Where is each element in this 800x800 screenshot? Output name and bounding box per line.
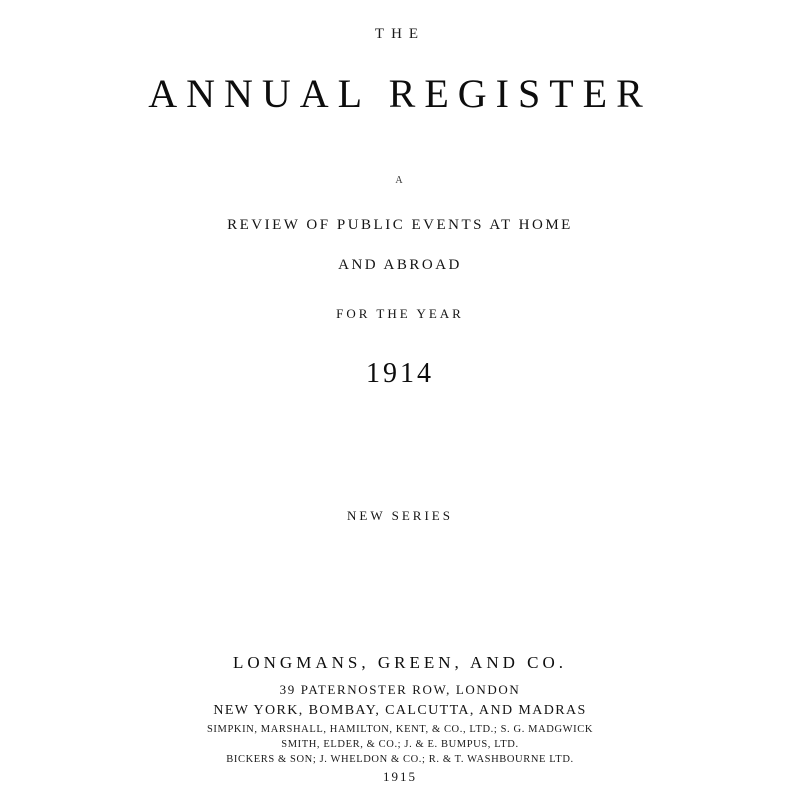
agents-line-2: SMITH, ELDER, & CO.; J. & E. BUMPUS, LTD. bbox=[281, 739, 519, 750]
for-the-year-label: FOR THE YEAR bbox=[336, 306, 464, 321]
agents-line-3: BICKERS & SON; J. WHELDON & CO.; R. & T. WASHBOURNE LTD. bbox=[226, 754, 574, 765]
publisher-name: LONGMANS, GREEN, AND CO. bbox=[232, 653, 567, 672]
subtitle-line-2: AND ABROAD bbox=[338, 257, 462, 273]
the-line: THE bbox=[374, 26, 426, 42]
year-value: 1914 bbox=[366, 358, 434, 389]
subtitle-line-1: REVIEW OF PUBLIC EVENTS AT HOME bbox=[227, 217, 573, 233]
publisher-cities: NEW YORK, BOMBAY, CALCUTTA, AND MADRAS bbox=[213, 703, 587, 718]
publication-year: 1915 bbox=[383, 769, 417, 784]
publisher-address: 39 PATERNOSTER ROW, LONDON bbox=[279, 682, 521, 697]
page-title: ANNUAL REGISTER bbox=[148, 71, 652, 116]
article-line: A bbox=[395, 175, 405, 186]
series-label: NEW SERIES bbox=[347, 508, 453, 523]
agents-line-1: SIMPKIN, MARSHALL, HAMILTON, KENT, & CO., LTD.; S. G. MADGWICK bbox=[206, 724, 594, 735]
